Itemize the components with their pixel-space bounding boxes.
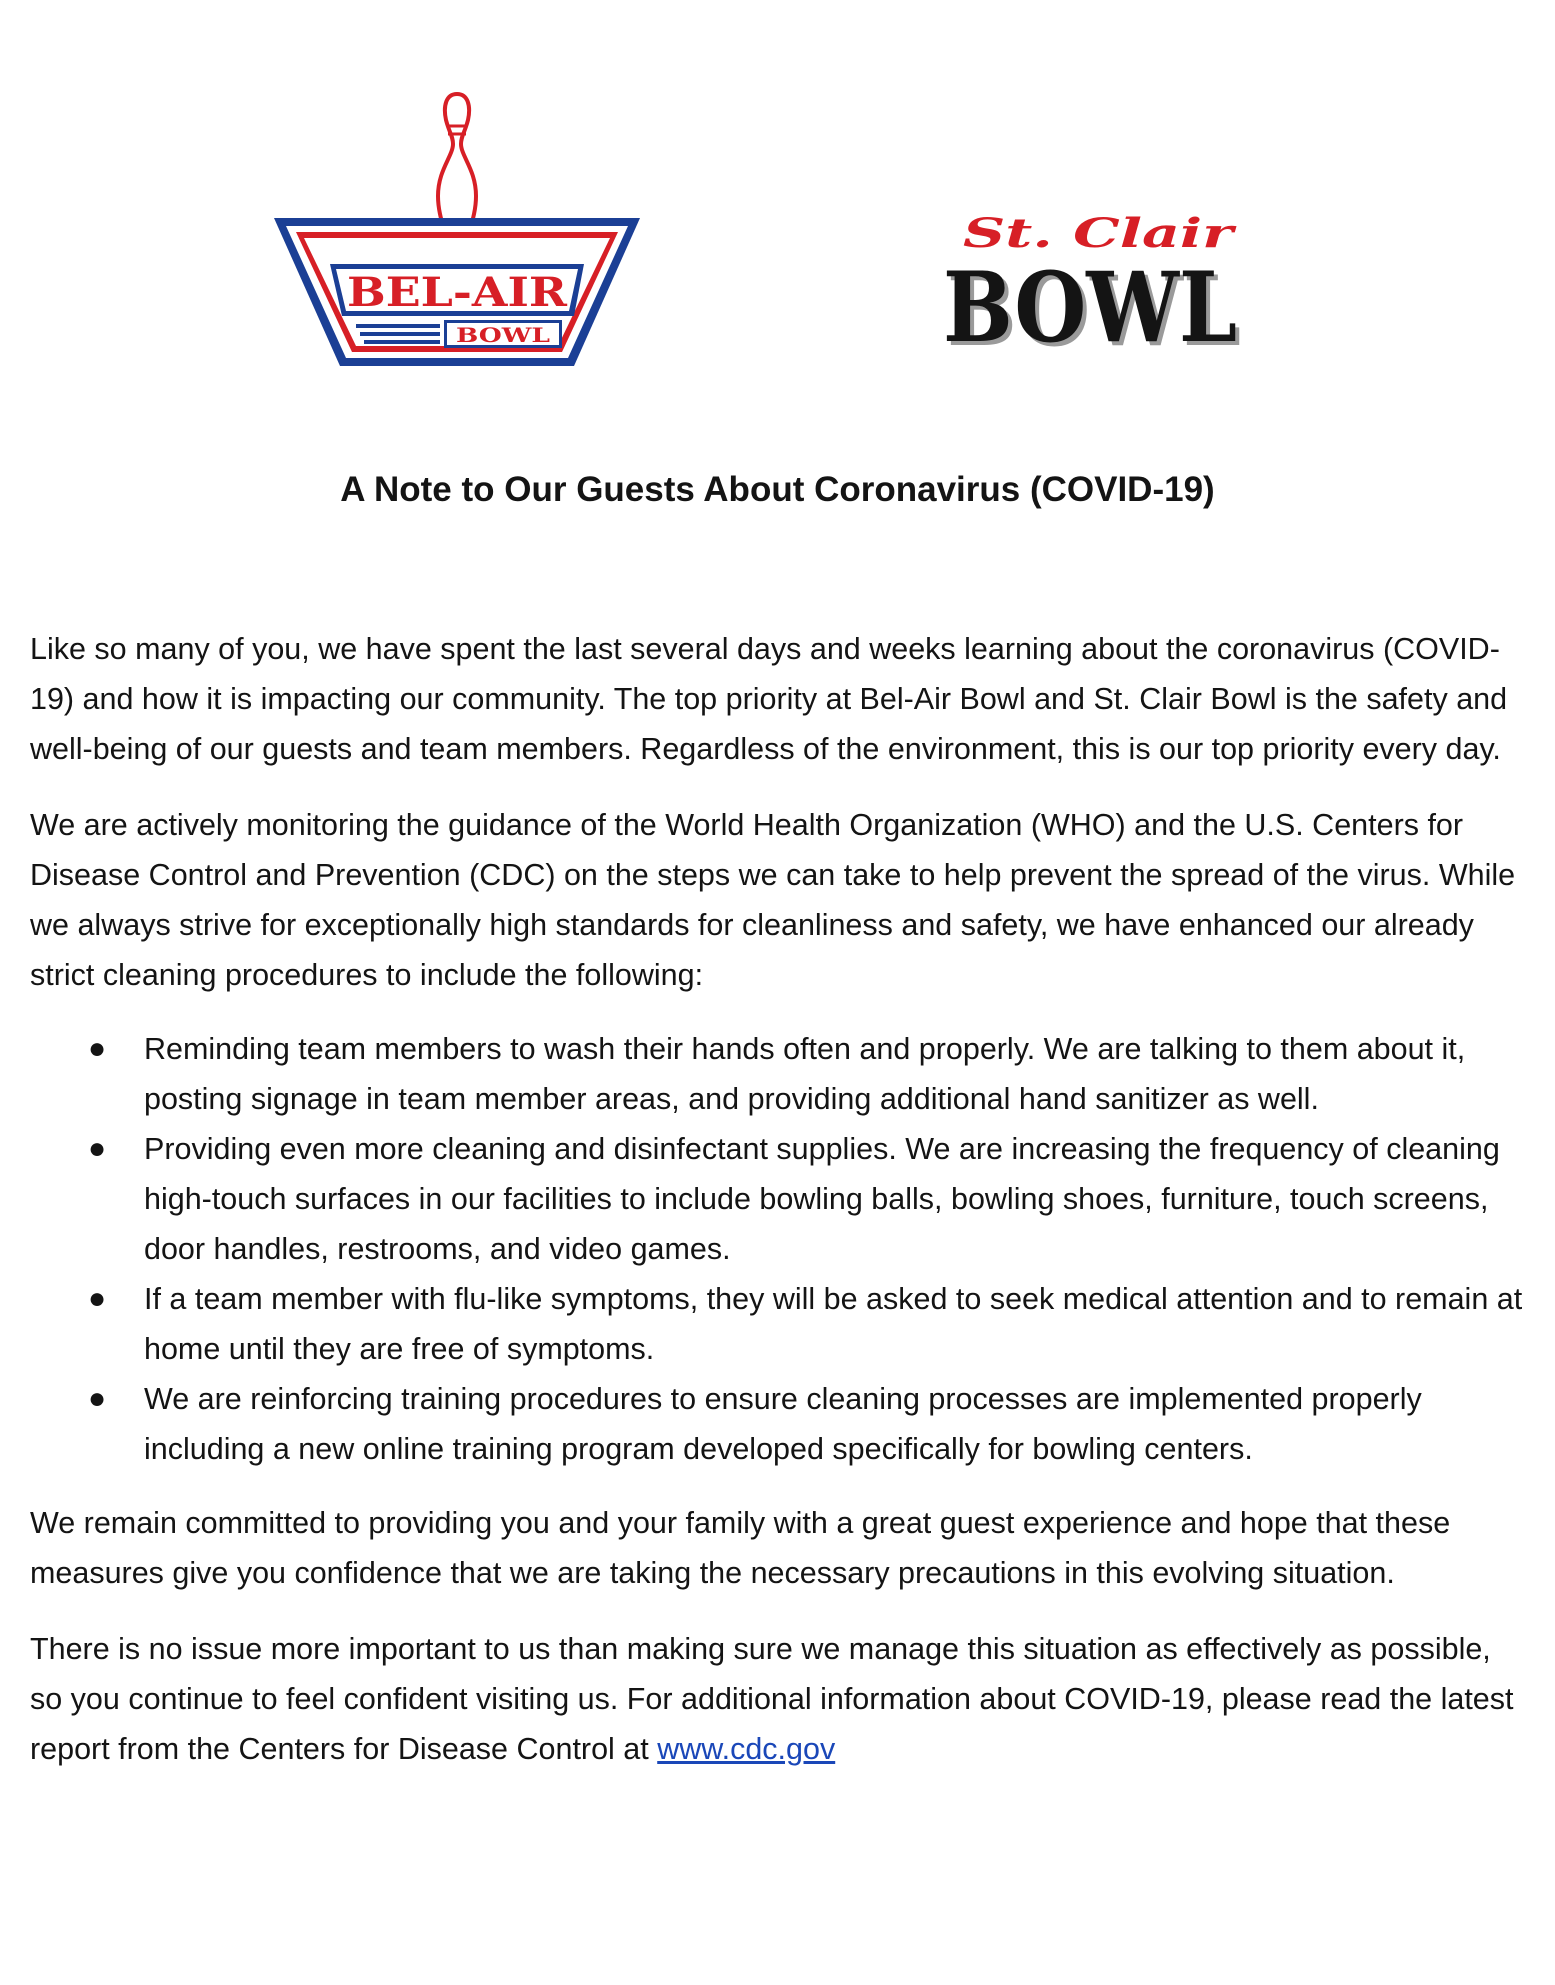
monitoring-paragraph: We are actively monitoring the guidance of the World Health Organization (WHO) and the U.S. Centers for Disease Control and Prevention (CDC) on the steps we can take to help prevent the spread of the virus. While we always strive for exceptionally high standards for cleanliness and safety, we have enhanced our already strict cleaning procedures to include the following: bbox=[30, 808, 1516, 992]
commitment-paragraph: We remain committed to providing you and your family with a great guest experience and hope that these measures give you confidence that we are taking the necessary precautions in this evolving situation. bbox=[30, 1506, 1451, 1590]
logo-header bbox=[0, 0, 1555, 400]
list-item: ● We are reinforcing training procedures to ensure cleaning processes are implemented properly including a new online training program developed specifically for bowling centers. bbox=[30, 1374, 1530, 1474]
page-title: A Note to Our Guests About Coronavirus (COVID-19) bbox=[340, 470, 1215, 509]
closing-paragraph: There is no issue more important to us than making sure we manage this situation as effectively as possible, so you continue to feel confident visiting us. For additional information about COVID-19, please read the latest report from the Centers for Disease Control at www.cdc.gov bbox=[30, 1632, 1514, 1766]
cdc-link[interactable]: www.cdc.gov bbox=[657, 1732, 836, 1766]
bel-air-bowl-logo bbox=[272, 86, 642, 376]
bullet-icon: ● bbox=[88, 1132, 107, 1165]
list-item: ● If a team member with flu-like symptoms, they will be asked to seek medical attention and to remain at home until they are free of symptoms. bbox=[30, 1274, 1530, 1374]
bullet-icon: ● bbox=[88, 1032, 107, 1065]
intro-paragraph: Like so many of you, we have spent the last several days and weeks learning about the coronavirus (COVID-19) and how it is impacting our community. The top priority at Bel-Air Bowl and St. Clair Bowl is the safety and well-being of our guests and team members. Regardless of the environment, this is our top priority every day. bbox=[30, 632, 1508, 766]
bel-air-wordmark: BEL-AIR bbox=[347, 269, 568, 316]
list-item: ● Providing even more cleaning and disinfectant supplies. We are increasing the frequency of cleaning high-touch surfaces in our facilities to include bowling balls, bowling shoes, furniture, touch screens, door handles, restrooms, and video games. bbox=[30, 1124, 1530, 1274]
procedures-list bbox=[30, 1024, 1530, 1474]
st-clair-bowl-shadow: BOWL bbox=[947, 255, 1241, 365]
st-clair-bowl-logo bbox=[930, 205, 1250, 365]
bel-air-bowl-subtitle: BOWL bbox=[456, 323, 550, 347]
letter-body bbox=[30, 624, 1530, 1800]
list-item: ● Reminding team members to wash their hands often and properly. We are talking to them about it, posting signage in team member areas, and providing additional hand sanitizer as well. bbox=[30, 1024, 1530, 1124]
bullet-icon: ● bbox=[88, 1382, 107, 1415]
bullet-icon: ● bbox=[88, 1282, 107, 1315]
st-clair-script: St. Clair bbox=[963, 210, 1238, 257]
st-clair-bowl-wordmark: BOWL bbox=[943, 251, 1237, 364]
